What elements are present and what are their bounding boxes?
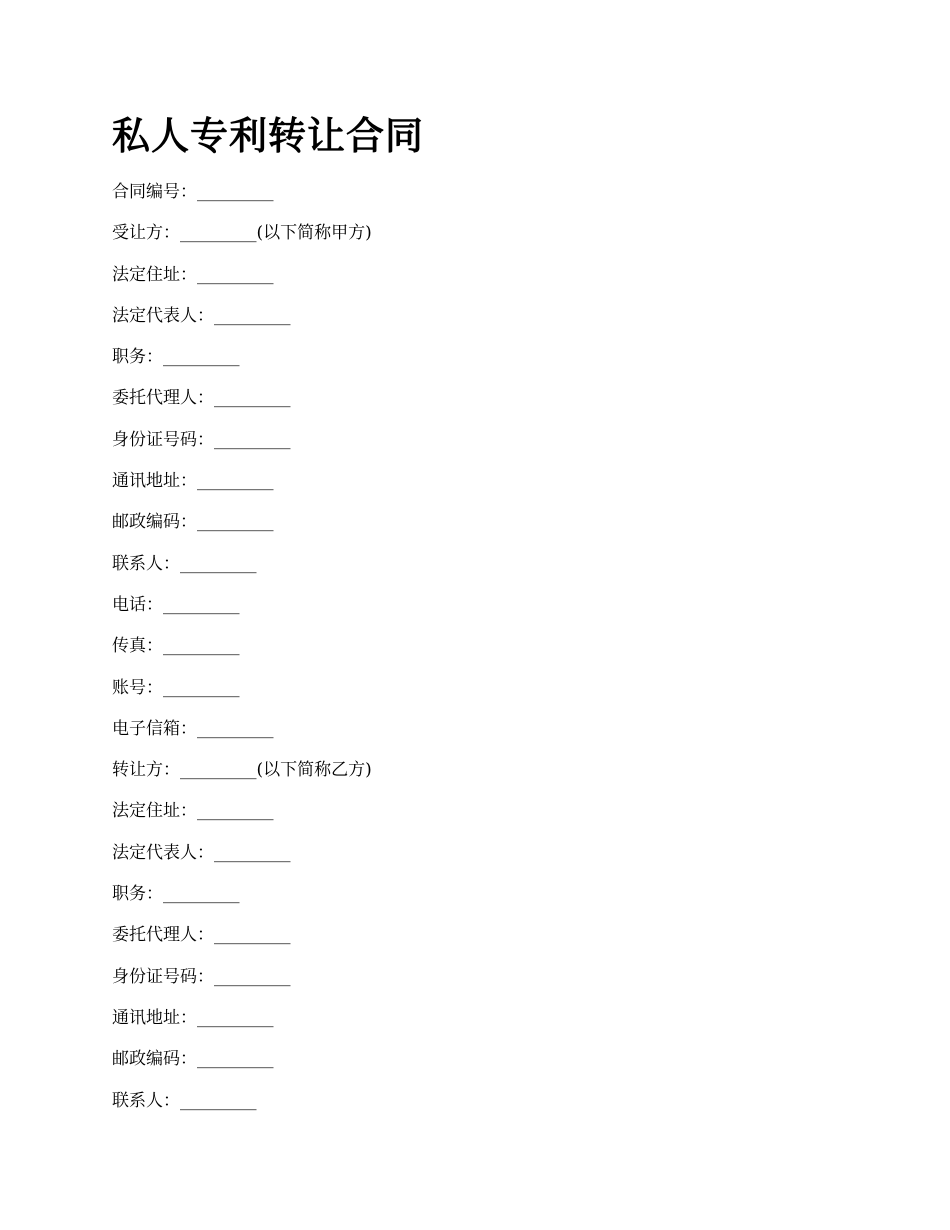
contract-field-list <box>112 178 872 1128</box>
field-label: 通讯地址： <box>112 1007 197 1028</box>
field-label: 通讯地址： <box>112 471 197 492</box>
field-label: 邮政编码： <box>112 1049 197 1070</box>
assignee-field <box>112 219 872 260</box>
party-b-contact-field <box>112 1087 872 1128</box>
party-a-address-field <box>112 261 872 302</box>
field-label: 账号： <box>112 677 163 698</box>
party-b-address-field <box>112 797 872 838</box>
party-a-email-field <box>112 715 872 756</box>
field-blank: _________ <box>197 1007 274 1028</box>
field-blank: _________ <box>163 636 240 657</box>
field-label: 职务： <box>112 884 163 905</box>
party-a-mailing-address-field <box>112 467 872 508</box>
party-a-position-field <box>112 343 872 384</box>
field-label: 法定代表人： <box>112 305 214 326</box>
field-blank: _________ <box>197 801 274 822</box>
field-label: 电子信箱： <box>112 718 197 739</box>
field-label: 联系人： <box>112 553 180 574</box>
field-blank: _________ <box>214 305 291 326</box>
field-label: 受让方： <box>112 223 180 244</box>
field-label: 电话： <box>112 594 163 615</box>
party-b-legal-rep-field <box>112 839 872 880</box>
field-label: 法定代表人： <box>112 842 214 863</box>
party-a-contact-field <box>112 550 872 591</box>
field-blank: _________ <box>214 925 291 946</box>
party-b-id-number-field <box>112 963 872 1004</box>
field-label: 邮政编码： <box>112 512 197 533</box>
assignor-field <box>112 756 872 797</box>
field-blank: _________ <box>197 512 274 533</box>
contract-number-field <box>112 178 872 219</box>
field-blank: _________ <box>163 594 240 615</box>
field-label: 身份证号码： <box>112 966 214 987</box>
party-a-postal-code-field <box>112 508 872 549</box>
field-blank: _________ <box>180 553 257 574</box>
field-label: 合同编号： <box>112 182 197 202</box>
party-a-agent-field <box>112 384 872 425</box>
field-blank: _________ <box>163 884 240 905</box>
field-blank: _________ <box>214 388 291 409</box>
party-a-id-number-field <box>112 426 872 467</box>
field-blank: _________ <box>214 429 291 450</box>
field-label: 转让方： <box>112 760 180 781</box>
field-label: 委托代理人： <box>112 388 214 409</box>
field-blank: _________ <box>197 471 274 492</box>
field-blank: _________ <box>197 1049 274 1070</box>
field-blank: _________ <box>180 760 257 781</box>
field-blank: _________ <box>180 1090 257 1111</box>
field-blank: _________ <box>197 264 274 285</box>
party-a-phone-field <box>112 591 872 632</box>
party-b-agent-field <box>112 921 872 962</box>
party-b-mailing-address-field <box>112 1004 872 1045</box>
field-label: 委托代理人： <box>112 925 214 946</box>
party-a-fax-field <box>112 632 872 673</box>
field-blank: _________ <box>214 842 291 863</box>
field-blank: _________ <box>197 182 274 202</box>
field-blank: _________ <box>214 966 291 987</box>
field-label: 法定住址： <box>112 801 197 822</box>
field-label: 身份证号码： <box>112 429 214 450</box>
document-title: 私人专利转让合同 <box>112 113 425 158</box>
party-b-postal-code-field <box>112 1045 872 1086</box>
field-suffix: (以下简称乙方) <box>256 760 372 781</box>
field-blank: _________ <box>197 718 274 739</box>
field-label: 传真： <box>112 636 163 657</box>
field-blank: _________ <box>163 677 240 698</box>
field-blank: _________ <box>163 347 240 368</box>
field-blank: _________ <box>180 223 257 244</box>
party-a-account-field <box>112 674 872 715</box>
party-a-legal-rep-field <box>112 302 872 343</box>
field-label: 联系人： <box>112 1090 180 1111</box>
field-label: 法定住址： <box>112 264 197 285</box>
party-b-position-field <box>112 880 872 921</box>
field-suffix: (以下简称甲方) <box>256 223 372 244</box>
field-label: 职务： <box>112 347 163 368</box>
